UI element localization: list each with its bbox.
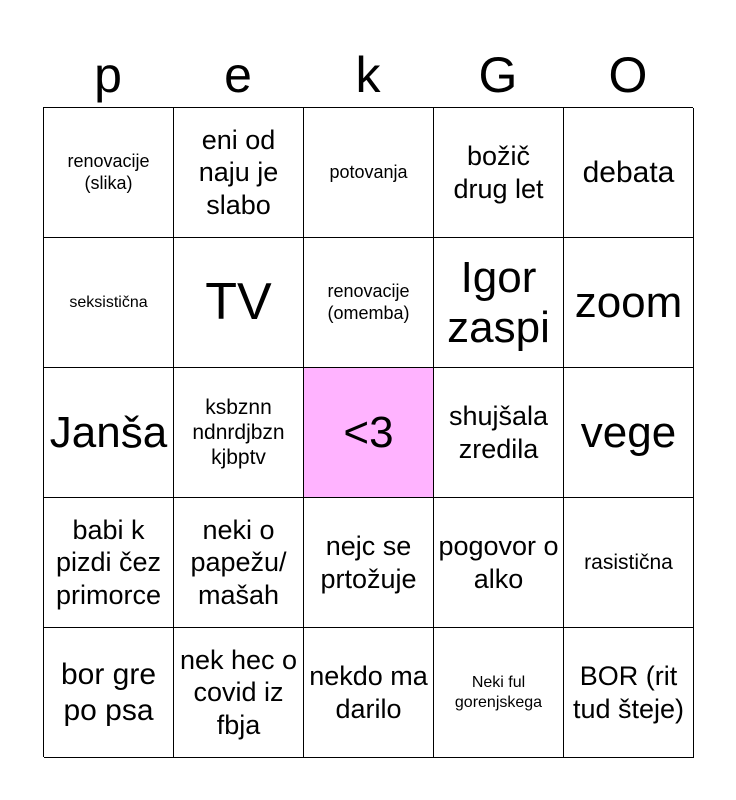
bingo-cell-4-4[interactable]: pogovor o alko xyxy=(434,498,564,628)
bingo-cell-1-5[interactable]: debata xyxy=(564,108,694,238)
bingo-cell-4-2[interactable]: neki o papežu/ mašah xyxy=(174,498,304,628)
bingo-cell-1-4[interactable]: božič drug let xyxy=(434,108,564,238)
bingo-header xyxy=(43,44,693,106)
header-letter-1: p xyxy=(94,47,122,103)
bingo-cell-5-3[interactable]: nekdo ma darilo xyxy=(304,628,434,758)
bingo-cell-5-2[interactable]: nek hec o covid iz fbja xyxy=(174,628,304,758)
bingo-cell-4-1[interactable]: babi k pizdi čez primorce xyxy=(44,498,174,628)
bingo-cell-3-1[interactable]: Janša xyxy=(44,368,174,498)
bingo-cell-5-1[interactable]: bor gre po psa xyxy=(44,628,174,758)
bingo-cell-1-1[interactable]: renovacije (slika) xyxy=(44,108,174,238)
bingo-cell-5-5[interactable]: BOR (rit tud šteje) xyxy=(564,628,694,758)
bingo-cell-4-5[interactable]: rasistična xyxy=(564,498,694,628)
header-letter-2: e xyxy=(224,47,252,103)
bingo-cell-2-2[interactable]: TV xyxy=(174,238,304,368)
bingo-cell-3-4[interactable]: shujšala zredila xyxy=(434,368,564,498)
bingo-cell-1-3[interactable]: potovanja xyxy=(304,108,434,238)
header-letter-3: k xyxy=(355,47,381,103)
bingo-free-cell[interactable]: <3 xyxy=(304,368,434,498)
header-letter-5: O xyxy=(608,47,648,103)
bingo-cell-2-4[interactable]: Igor zaspi xyxy=(434,238,564,368)
bingo-cell-2-5[interactable]: zoom xyxy=(564,238,694,368)
bingo-cell-1-2[interactable]: eni od naju je slabo xyxy=(174,108,304,238)
bingo-cell-5-4[interactable]: Neki ful gorenjskega xyxy=(434,628,564,758)
bingo-cell-2-1[interactable]: seksistična xyxy=(44,238,174,368)
bingo-cell-4-3[interactable]: nejc se prtožuje xyxy=(304,498,434,628)
header-letter-4: G xyxy=(478,47,518,103)
bingo-cell-3-5[interactable]: vege xyxy=(564,368,694,498)
bingo-cell-2-3[interactable]: renovacije (omemba) xyxy=(304,238,434,368)
bingo-cell-3-2[interactable]: ksbznn ndnrdjbzn kjbptv xyxy=(174,368,304,498)
bingo-grid xyxy=(43,107,693,757)
